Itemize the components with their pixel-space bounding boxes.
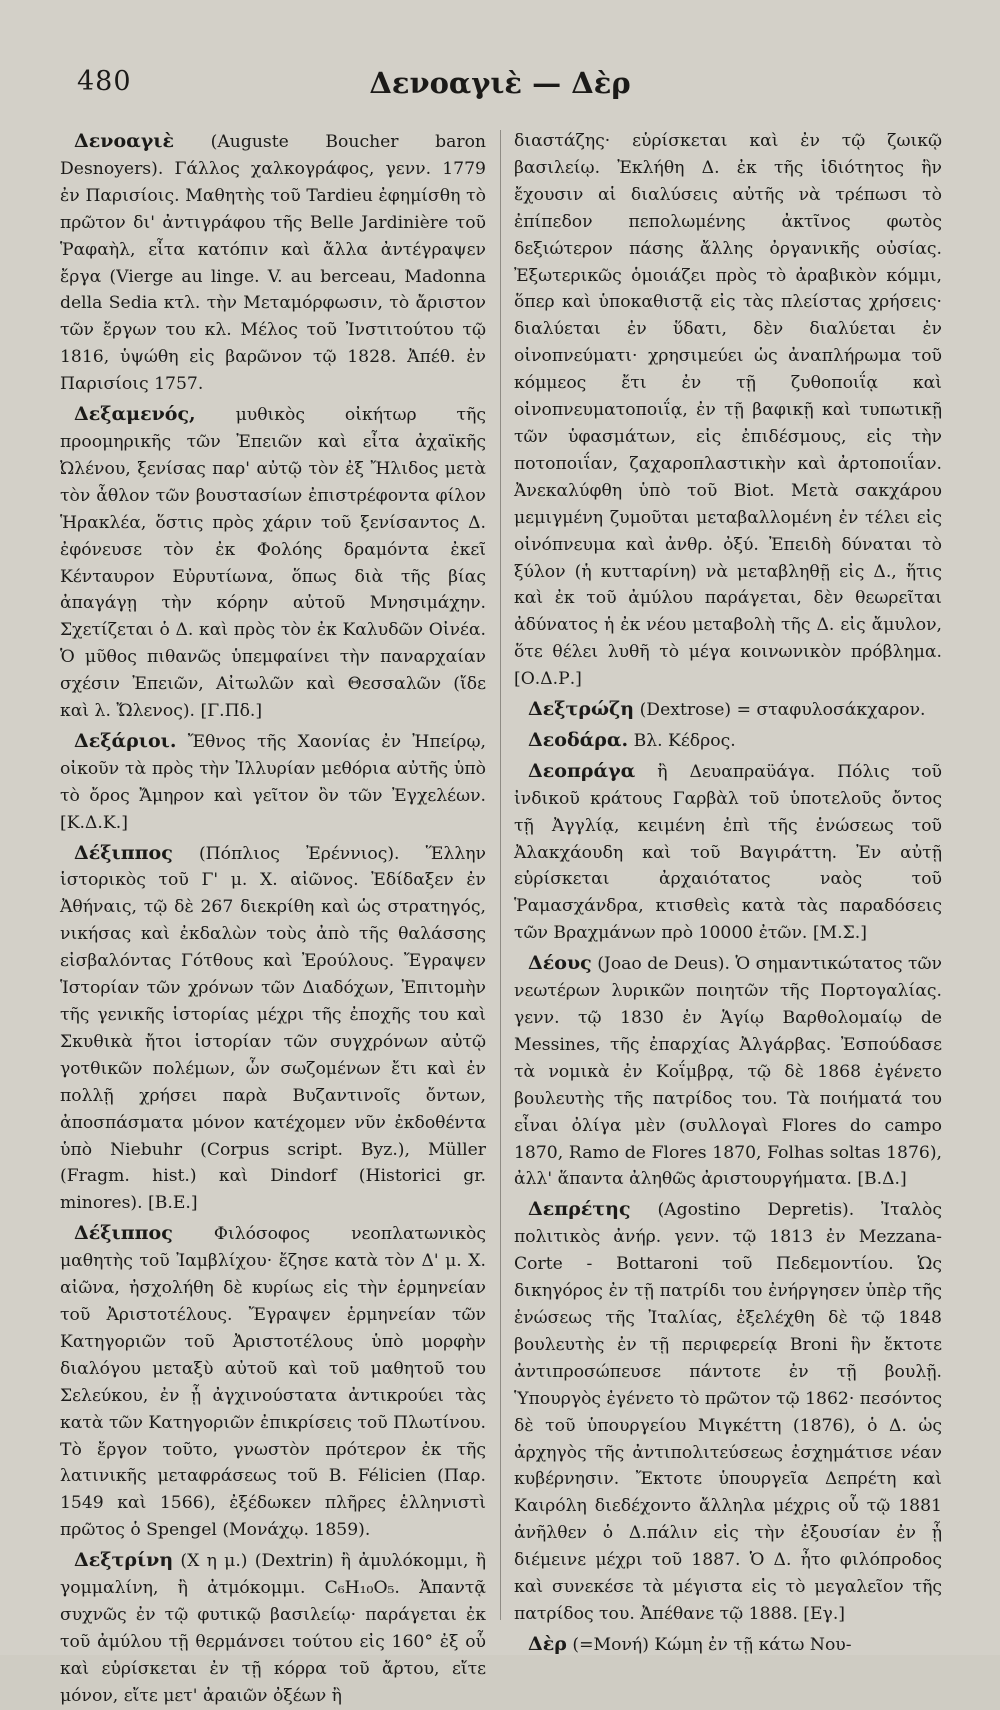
headword: Δέξιππος: [74, 1222, 173, 1245]
headword: Δεπρέτης: [528, 1198, 631, 1221]
entry-text: Φιλόσοφος νεοπλατωνικὸς μαθητὴς τοῦ Ἰαμβλίχου· ἔζησε κατὰ τὸν Δ' μ. Χ. αἰῶνα, ἠσχολήθη δὲ κυρίως εἰς τὴν ἑρμηνείαν τοῦ Ἀριστοτέλους. Ἔγραψεν ἑρμηνείαν τῶν Κατηγοριῶν τοῦ Ἀριστοτέλους ὑπὸ μορφὴν διαλόγου μεταξὺ αὐτοῦ καὶ τοῦ μαθητοῦ του Σελεύκου, ἐν ᾗ ἀγχινούστατα ἀντικρούει τὰς κατὰ τῶν Κατηγοριῶν ἐπικρίσεις τοῦ Πλωτίνου. Τὸ ἔργον τοῦτο, γνωστὸν πρότερον ἐκ τῆς λατινικῆς μεταφράσεως τοῦ B. Félicien (Παρ. 1549 καὶ 1566), ἐξέδωκεν πλῆρες ἑλληνιστὶ πρῶτος ὁ Spengel (Μονάχῳ. 1859).: [60, 1224, 486, 1541]
entry-text: μυθικὸς οἰκήτωρ τῆς προομηρικῆς τῶν Ἐπειῶν καὶ εἶτα ἀχαϊκῆς Ὠλένου, ξενίσας παρ' αὐτῷ τὸν ἐξ Ἤλιδος μετὰ τὸν ἆθλον τῶν βουστασίων ἐπιστρέφοντα φίλον Ἡρακλέα, ὅστις πρὸς χάριν τοῦ ξενίσαντος Δ. ἐφόνευσε τὸν ἐκ Φολόης δραμόντα ἐκεῖ Κένταυρον Εὐρυτίωνα, ὅπως διὰ τῆς βίας ἀπαγάγῃ τὴν κόρην αὐτοῦ Μνησιμάχην. Σχετίζεται ὁ Δ. καὶ πρὸς τὸν ἐκ Καλυδῶν Οἰνέα. Ὁ μῦθος πιθανῶς ὑπεμφαίνει τὴν παναρχαίαν σχέσιν Ἐπειῶν, Αἰτωλῶν καὶ Θεσσαλῶν (ἴδε καὶ λ. Ὤλενος). [Γ.Πδ.]: [60, 405, 486, 722]
entry: [514, 696, 942, 724]
headword: Δεξάριοι.: [74, 729, 177, 752]
entry-text: (=Μονή) Κώμη ἐν τῇ κάτω Νου-: [572, 1634, 852, 1655]
entry: [514, 1196, 942, 1628]
entry: [60, 728, 486, 837]
column-divider: [500, 130, 501, 1620]
headword: Δεοδάρα.: [528, 728, 629, 751]
headword: Δενοαγιὲ: [74, 130, 175, 152]
headword: Δὲρ: [528, 1632, 567, 1655]
headword: Δέους: [528, 952, 592, 975]
page-number: 480: [77, 66, 132, 97]
entry-text: διαστάζης· εὑρίσκεται καὶ ἐν τῷ ζωικῷ βασιλείῳ. Ἐκλήθη Δ. ἐκ τῆς ἰδιότητος ἣν ἔχουσιν αἱ διαλύσεις αὐτῆς νὰ τρέπωσι τὸ ἐπίπεδον πεπολωμένης ἀκτῖνος φωτὸς δεξιώτερον πάσης ἄλλης ὀργανικῆς οὐσίας. Ἐξωτερικῶς ὁμοιάζει πρὸς τὸ ἀραβικὸν κόμμι, ὅπερ καὶ ὑποκαθιστᾷ εἰς τὰς πλείστας χρήσεις· διαλύεται ἐν ὕδατι, δὲν διαλύεται ἐν οἰνοπνεύματι· χρησιμεύει ὡς ἀναπλήρωμα τοῦ κόμμεος ἔτι ἐν τῇ ζυθοποιΐᾳ καὶ οἰνοπνευματοποιΐᾳ, ἐν τῇ βαφικῇ καὶ τυπωτικῇ τῶν ὑφασμάτων, εἰς ἐπιδέσμους, εἰς τὴν ποτοποιΐαν, ζαχαροπλαστικὴν καὶ ἀρτοποιΐαν. Ἀνεκαλύφθη ὑπὸ τοῦ Biot. Μετὰ σακχάρου μεμιγμένη ζυμοῦται μεταβαλλομένη ἐν τέλει εἰς οἰνόπνευμα καὶ ἀνθρ. ὀξύ. Ἐπειδὴ δύναται τὸ ξύλον (ἡ κυτταρίνη) νὰ μεταβληθῇ εἰς Δ., ἥτις καὶ ἐκ τοῦ ἀμύλου παράγεται, δὲν θεωρεῖται ἀδύνατος ἡ ἐκ νέου μεταβολὴ τῆς Δ. εἰς ἄμυλον, ὅτε θέλει λυθῆ τὸ μέγα κοινωνικὸν πρόβλημα. [Ο.Δ.Ρ.]: [514, 131, 942, 690]
headword: Δεξαμενός,: [74, 403, 196, 426]
entry-continuation: [514, 128, 942, 693]
page-header: [0, 58, 1000, 98]
running-head: Δενοαγιὲ — Δὲρ: [369, 66, 631, 100]
entry: [514, 758, 942, 947]
entry-text: (Dextrose) = σταφυλοσάκχαρον.: [639, 700, 926, 721]
entry: [60, 1220, 486, 1544]
left-column: [60, 128, 486, 1706]
entry: [514, 1631, 942, 1659]
entry-text: (Auguste Boucher baron Desnoyers). Γάλλος χαλκογράφος, γενν. 1779 ἐν Παρισίοις. Μαθητὴς τοῦ Tardieu ἐφημίσθη τὸ πρῶτον δι' ἀντιγράφου τῆς Belle Jardinière τοῦ Ῥαφαὴλ, εἶτα κατόπιν καὶ ἄλλα ἀντέγραψεν ἔργα (Vierge au linge. V. au berceau, Madonna della Sedia κτλ. τὴν Μεταμόρφωσιν, τὸ ἄριστον τῶν ἔργων του κλ. Μέλος τοῦ Ἰνστιτούτου τῷ 1816, ὑψώθη εἰς βαρῶνον τῷ 1828. Ἀπέθ. ἐν Παρισίοις 1757.: [60, 132, 486, 395]
entry-text: (Χ η μ.) (Dextrin) ἢ ἀμυλόκομμι, ἢ γομμαλίνη, ἢ ἀτμόκομμι. C₆H₁₀O₅. Ἀπαντᾷ συχνῶς ἐν τῷ φυτικῷ βασιλείῳ· παράγεται ἐκ τοῦ ἀμύλου τῇ θερμάνσει τούτου εἰς 160° ἐξ οὗ καὶ εὑρίσκεται ἐν τῇ κόρρα τοῦ ἄρτου, εἴτε μόνον, εἴτε μετ' ἀραιῶν ὀξέων ἢ: [60, 1551, 486, 1706]
entry: [60, 128, 486, 398]
entry-text: ἢ Δευαπραϋάγα. Πόλις τοῦ ἰνδικοῦ κράτους Γαρβὰλ τοῦ ὑποτελοῦς ὄντος τῇ Ἀγγλίᾳ, κειμένη ἐπὶ τῆς ἑνώσεως τοῦ Ἀλακχάουδη καὶ τοῦ Βαγιράττη. Ἐν αὐτῇ εὑρίσκεται ἀρχαιότατος ναὸς τοῦ Ῥαμασχάνδρα, κτισθεὶς κατὰ τὰς παραδόσεις τῶν Βραχμάνων πρὸ 10000 ἐτῶν. [Μ.Σ.]: [514, 761, 942, 944]
entry-text: (Agostino Depretis). Ἰταλὸς πολιτικὸς ἀνήρ. γενν. τῷ 1813 ἐν Mezzana-Corte - Bottaroni τοῦ Πεδεμοντίου. Ὡς δικηγόρος ἐν τῇ πατρίδι του ἐνήργησεν ὑπὲρ τῆς ἑνώσεως τῆς Ἰταλίας, ἐξελέχθη δὲ τῷ 1848 βουλευτὴς ἐν τῇ περιφερείᾳ Broni ἣν ἔκτοτε ἀντιπροσώπευσε πάντοτε ἐν τῇ βουλῇ. Ὑπουργὸς ἐγένετο τὸ πρῶτον τῷ 1862· πεσόντος δὲ τοῦ ὑπουργείου Μιγκέττη (1876), ὁ Δ. ὡς ἀρχηγὸς τῆς ἀντιπολιτεύσεως ἐσχημάτισε νέαν κυβέρνησιν. Ἔκτοτε ὑπουργεῖα Δεπρέτη καὶ Καιρόλη διεδέχοντο ἄλληλα μέχρις οὗ τῷ 1881 ἀνῆλθεν ὁ Δ.πάλιν εἰς τὴν ἐξουσίαν ἐν ᾗ διέμεινε μέχρι τοῦ 1887. Ὁ Δ. ἦτο φιλόπροδος καὶ συνεκέσε τὰ μέγιστα εἰς τὸ μεγαλεῖον τῆς πατρίδος του. Ἀπέθανε τῷ 1888. [Εγ.]: [514, 1200, 942, 1624]
entry: [514, 950, 942, 1193]
right-column: [514, 128, 943, 1655]
entry: [60, 840, 486, 1218]
headword: Δέξιππος: [74, 841, 173, 864]
entry-text: Ἔθνος τῆς Χαονίας ἐν Ἠπείρῳ, οἰκοῦν τὰ πρὸς τὴν Ἰλλυρίαν μεθόρια αὐτῆς ὑπὸ τὸ ὄρος Ἄμηρον καὶ γεῖτον ὂν τῶν Ἐγχελέων. [Κ.Δ.Κ.]: [60, 731, 486, 833]
entry-text: (Joao de Deus). Ὁ σημαντικώτατος τῶν νεωτέρων λυρικῶν ποιητῶν τῆς Πορτογαλίας. γενν. τῷ 1830 ἐν Ἁγίῳ Βαρθολομαίῳ de Messines, τῆς ἐπαρχίας Ἀλγάρβας. Ἐσπούδασε τὰ νομικὰ ἐν Κοΐμβρᾳ, τῷ δὲ 1868 ἐγένετο βουλευτὴς τῆς πατρίδος του. Τὰ ποιήματά του εἶναι ὀλίγα μὲν (συλλογαὶ Flores do campo 1870, Ramo de Flores 1870, Folhas soltas 1876), ἀλλ' ἅπαντα ἀληθῶς ἀριστουργήματα. [Β.Δ.]: [514, 954, 943, 1190]
entry: [514, 727, 942, 755]
headword: Δεοπράγα: [528, 759, 636, 782]
headword: Δεξτρώζη: [528, 698, 635, 721]
entry-text: Βλ. Κέδρος.: [633, 730, 736, 751]
headword: Δεξτρίνη: [74, 1549, 174, 1572]
entry: [60, 1547, 486, 1709]
entry: [60, 401, 486, 725]
entry-text: (Πόπλιος Ἐρέννιος). Ἕλλην ἱστορικὸς τοῦ Γ' μ. Χ. αἰῶνος. Ἐδίδαξεν ἐν Ἀθήναις, τῷ δὲ 267 διεκρίθη καὶ ὡς στρατηγός, νικήσας καὶ ἐκδαλὼν τοὺς ἀπὸ τῆς θαλάσσης εἰσβαλόντας Γότθους καὶ Ἐρούλους. Ἔγραψεν Ἱστορίαν τῶν χρόνων τῶν Διαδόχων, Ἐπιτομὴν τῆς γενικῆς ἱστορίας μέχρι τῆς ἐποχῆς του καὶ Σκυθικὰ ἤτοι ἱστορίαν τῶν συγχρόνων αὐτῷ γοτθικῶν πολέμων, ὧν σωζομένων ἔτι καὶ ἐν πολλῇ χρήσει παρὰ Βυζαντινοῖς ὄντων, ἀποσπάσματα μόνον κατέχομεν νῦν ἐκδοθέντα ὑπὸ Niebuhr (Corpus script. Byz.), Müller (Fragm. hist.) καὶ Dindorf (Historici gr. minores). [Β.Ε.]: [60, 843, 486, 1214]
